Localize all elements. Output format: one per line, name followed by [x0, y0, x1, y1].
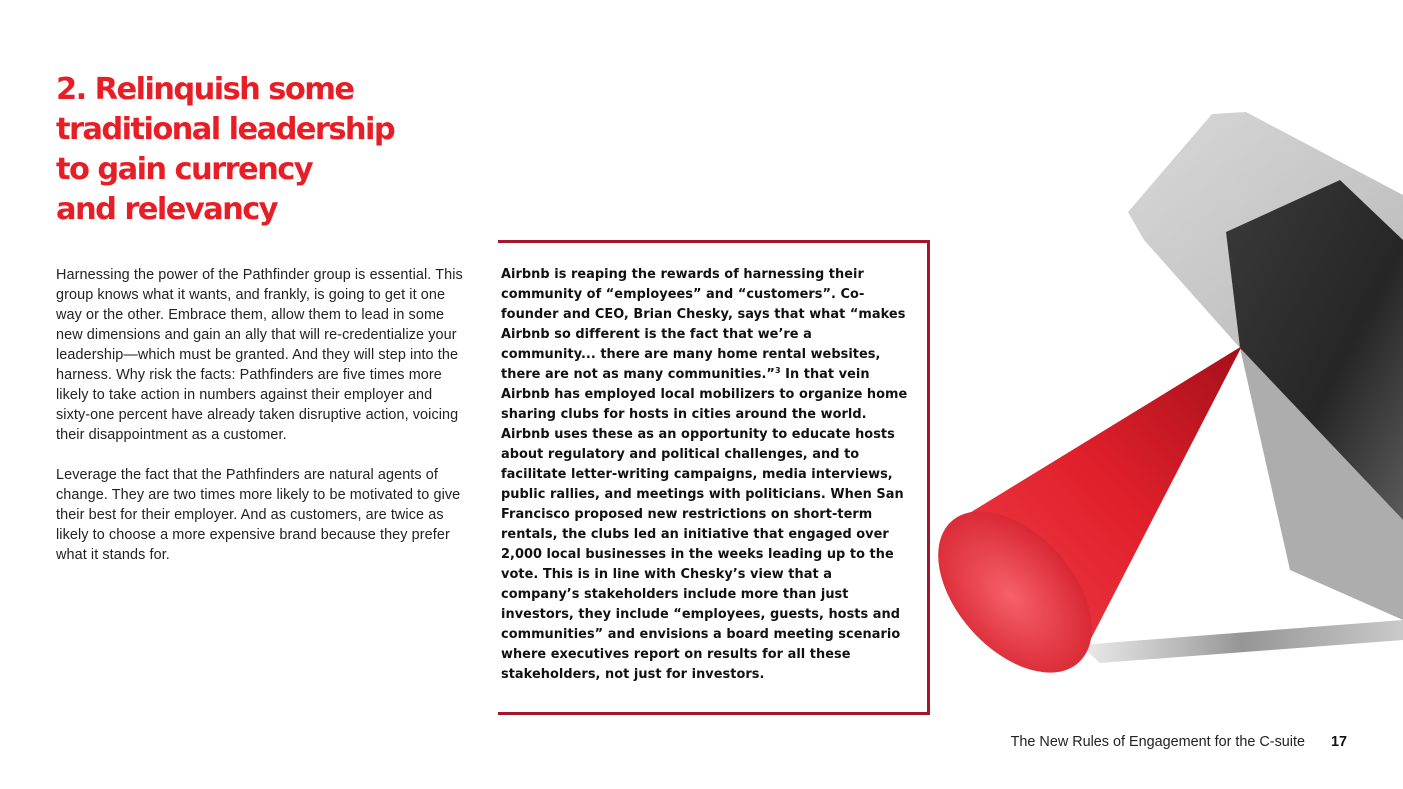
footer-title: The New Rules of Engagement for the C-suite	[1010, 734, 1305, 750]
heading-line-2: traditional leadership	[56, 112, 395, 147]
page-footer	[1011, 734, 1347, 750]
body-paragraph-2: Leverage the fact that the Pathfinders are natural agents of change. They are two times more likely to be motivated to give their best for their employer. And as customers, are twice as likely to choose a more expensive brand because they prefer what it stands for.	[56, 467, 461, 563]
heading-line-3: to gain currency	[56, 152, 312, 187]
floor-shadow	[1080, 620, 1403, 663]
heading-line-1: 2. Relinquish some	[56, 72, 354, 107]
body-paragraph-1: Harnessing the power of the Pathfinder group is essential. This group knows what it wants, and frankly, is going to get it one way or the other. Embrace them, allow them to lead in some new dimensions and gain an ally that will re-credentialize your leadership—which must be granted. And they will step into the harness. Why risk the facts: Pathfinders are five times more likely to take action in numbers against their employer and sixty-one percent have already taken disruptive action, voicing their disappointment as a customer.	[56, 267, 463, 443]
footnote-reference[interactable]: 3	[774, 366, 781, 375]
page-heading	[56, 70, 476, 230]
callout-text-start: Airbnb is reaping the rewards of harnessing their community of “employees” and “customers”. Co-founder and CEO, Brian Chesky, says that what “makes Airbnb so different is the fact that we’re a community... there are many home rental websites, there are not as many communities.”	[501, 267, 906, 382]
heading-line-4: and relevancy	[56, 192, 277, 227]
callout-text-end: In that vein Airbnb has employed local mobilizers to organize home sharing clubs for hosts in cities around the world. Airbnb uses these as an opportunity to educate hosts about regulatory and political challenges, and to facilitate letter-writing campaigns, media interviews, public rallies, and meetings with politicians. When San Francisco proposed new restrictions on short-term rentals, the clubs led an initiative that engaged over 2,000 local businesses in the weeks leading up to the vote. This is in line with Chesky’s view that a company’s stakeholders include more than just investors, they include “employees, guests, hosts and communities” and envisions a board meeting scenario where executives report on results for all these stakeholders, not just for investors.	[501, 367, 908, 682]
cone-and-prism-artwork	[930, 100, 1403, 680]
callout-text	[501, 265, 911, 685]
body-column	[56, 265, 468, 585]
page-number: 17	[1330, 734, 1347, 750]
